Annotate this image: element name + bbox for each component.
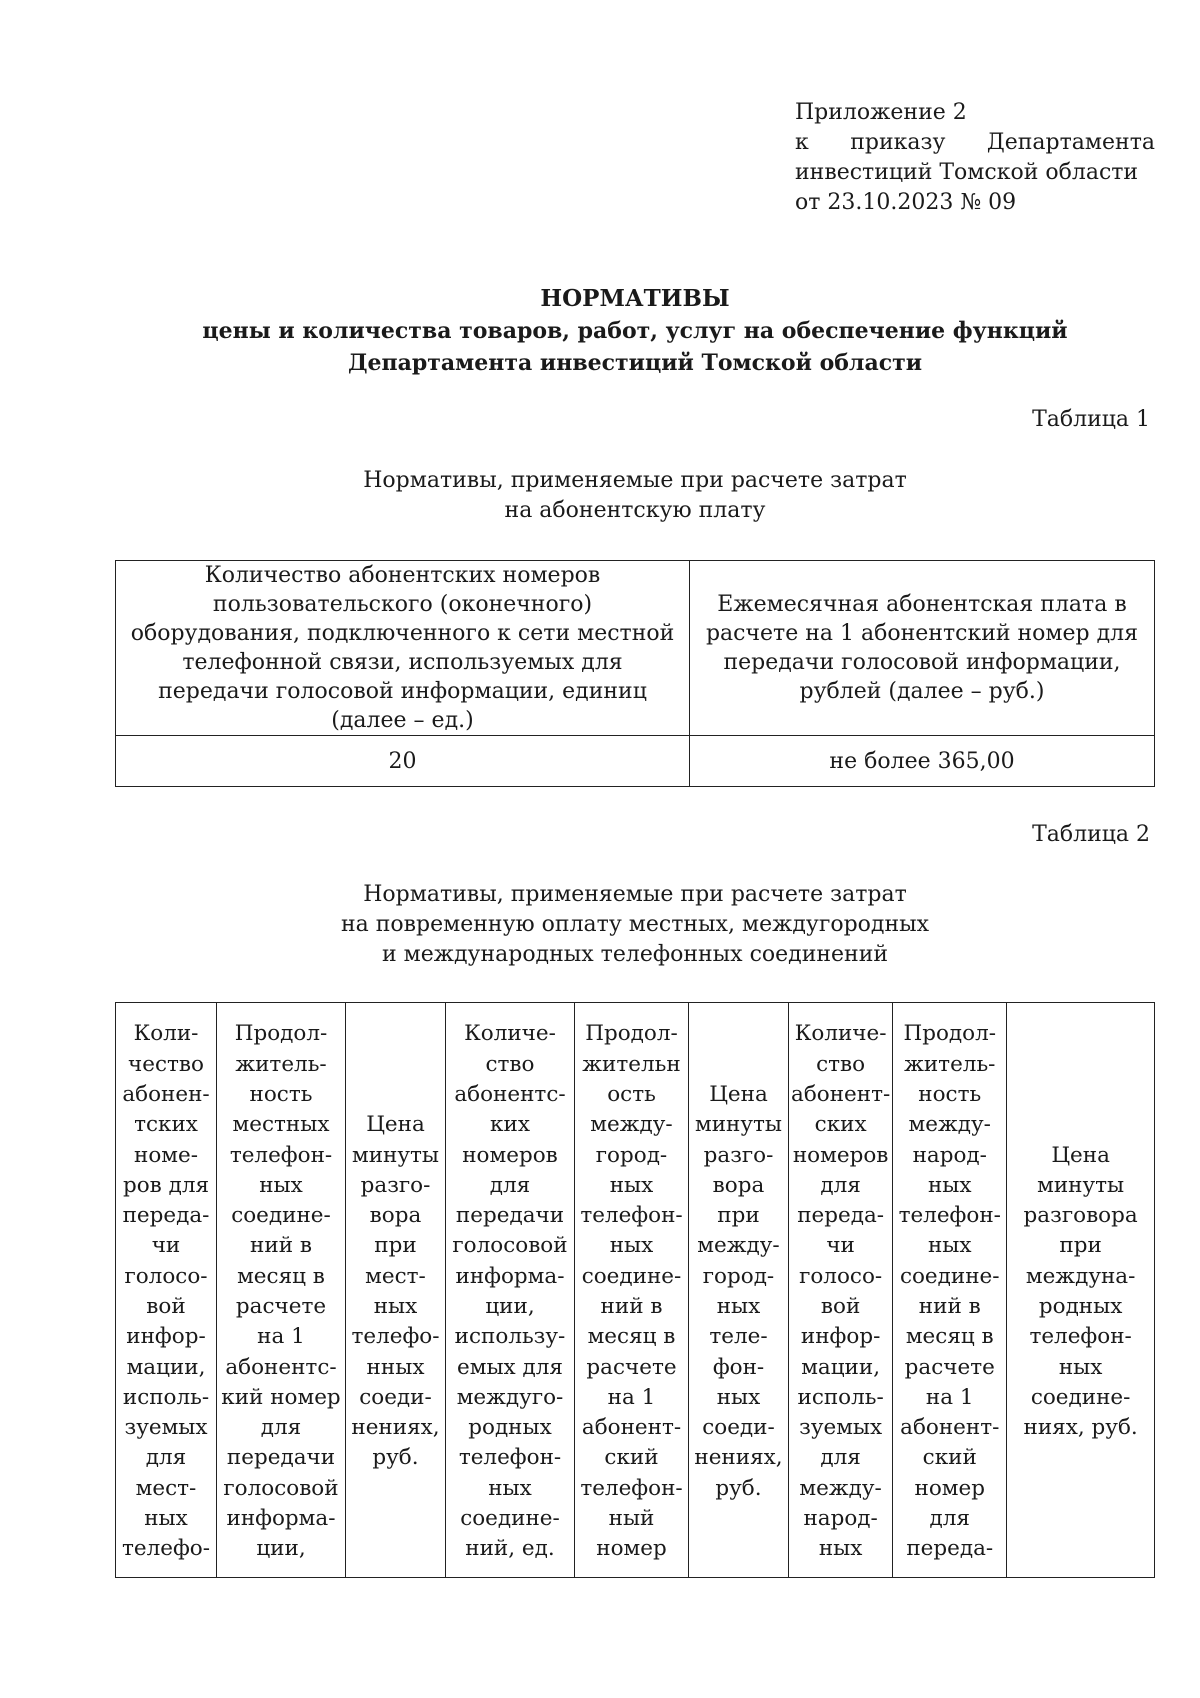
table2-header-line: Продол-: [234, 1021, 328, 1047]
table2-header-line: ции,: [256, 1536, 306, 1562]
table2-header-line: при: [717, 1203, 760, 1229]
table2-header-line: информа-: [226, 1506, 336, 1532]
table2-header-line: тских: [134, 1112, 198, 1138]
title-subheading-2: Департамента инвестиций Томской области: [347, 350, 923, 376]
table2-caption-line2: на повременную оплату местных, междугородных: [340, 912, 930, 937]
table2-header-line: расчете: [235, 1294, 327, 1319]
table2-header-line: для: [145, 1445, 187, 1471]
table2-header-line: ных: [716, 1294, 761, 1319]
table2-header-line: голосо-: [124, 1263, 208, 1289]
table2-header-cell: [116, 1003, 217, 1578]
table2-header-line: номеров: [462, 1142, 558, 1168]
table2-header-line: ний в: [600, 1294, 663, 1319]
table2-header-line: кий номер: [221, 1384, 341, 1410]
table2-header-line: разго-: [360, 1172, 431, 1198]
table2-header-line: телефо-: [351, 1324, 440, 1350]
table2-header-line: абонент-: [581, 1415, 682, 1441]
table2-header-line: ство: [816, 1051, 866, 1077]
table2-header-line: ных: [609, 1233, 654, 1259]
table2-header-line: руб.: [715, 1475, 762, 1501]
document-title: [0, 283, 1200, 379]
table2-header-line: Количе-: [464, 1021, 556, 1047]
table2-header-line: минуты: [694, 1112, 783, 1138]
table2-header-line: исполь-: [797, 1384, 884, 1410]
table2-header-line: ство: [485, 1051, 535, 1077]
table2: [115, 1002, 1155, 1578]
table2-header-line: ных: [818, 1536, 863, 1562]
table1-value-cell: не более 365,00: [690, 736, 1155, 787]
table2-header-line: мест-: [135, 1475, 197, 1501]
table2-header-line: на 1: [607, 1384, 656, 1410]
table2-header-line: вора: [712, 1172, 765, 1198]
appendix-header: [795, 98, 1155, 218]
table2-header-line: телефо-: [121, 1536, 211, 1562]
table2-header-line: народ-: [803, 1506, 878, 1532]
table2-header-line: ний в: [250, 1233, 312, 1259]
table2-header-line: абонент-: [900, 1415, 1000, 1441]
table2-header-line: для: [929, 1506, 970, 1532]
table2-header-line: ность: [249, 1081, 313, 1107]
table2-header-line: ость: [607, 1081, 656, 1107]
table1-header-row: [116, 561, 1155, 736]
table2-header-line: соеди-: [702, 1415, 775, 1441]
table1-header-cell: Ежемесячная абонентская плата в расчете на 1 абонентский номер для передачи голосовой информации, рублей (далее – руб.): [690, 561, 1155, 736]
table2-header-line: ский: [604, 1445, 659, 1471]
table2-caption-line3: и международных телефонных соединений: [381, 942, 889, 967]
table2-header-line: чество: [128, 1051, 204, 1077]
table2-header-line: емых для: [457, 1354, 563, 1380]
appendix-order-ref: к приказу Департамента: [795, 130, 1155, 155]
table2-header-line: исполь-: [122, 1384, 210, 1410]
table2-header-line: ний, ед.: [465, 1536, 555, 1562]
table2-header-line: между-: [799, 1475, 882, 1501]
table2-header-line: ных: [373, 1294, 418, 1319]
table2-header-line: переда-: [906, 1536, 994, 1562]
table2-header-line: зуемых: [799, 1415, 883, 1441]
table2-caption: [0, 880, 1200, 970]
appendix-date: от 23.10.2023 № 09: [795, 190, 1017, 215]
table2-header-line: город-: [595, 1142, 668, 1168]
table2-header-line: для: [820, 1172, 861, 1198]
table2-header-line: мест-: [365, 1263, 426, 1289]
table2-header-line: ции,: [485, 1294, 535, 1319]
table2-header-line: местных: [232, 1112, 330, 1138]
table2-header-line: для: [820, 1445, 861, 1471]
table2-header-cell: [689, 1003, 789, 1578]
table2-header-line: между-: [697, 1233, 780, 1259]
table2-header-line: соедине-: [1030, 1384, 1131, 1410]
appendix-number: Приложение 2: [795, 100, 967, 125]
table2-header-cell: [346, 1003, 446, 1578]
table2-header-line: ных: [716, 1384, 761, 1410]
table2-header-line: номер: [596, 1536, 667, 1562]
table2-header-line: ров для: [122, 1172, 210, 1198]
table2-header-line: вора: [369, 1203, 422, 1229]
table2-header-line: ских: [814, 1112, 867, 1138]
table2-header-line: абонен-: [122, 1081, 210, 1107]
table2-header-line: ний в: [918, 1294, 981, 1319]
table2-header-line: номер: [914, 1475, 985, 1501]
table2-header-line: нениях,: [694, 1445, 783, 1471]
table2-header-line: соедине-: [460, 1506, 560, 1532]
table2-header-line: Цена: [366, 1112, 425, 1138]
table2-header-line: житель-: [904, 1051, 996, 1077]
table2-header-line: Продол-: [903, 1021, 997, 1047]
table2-header-line: абонентс-: [225, 1354, 337, 1380]
table1-caption-line2: на абонентскую плату: [504, 498, 766, 523]
table2-header-line: междуна-: [1025, 1263, 1136, 1289]
table2-header-line: чи: [151, 1233, 181, 1259]
table2-label: Таблица 2: [1032, 822, 1150, 847]
table2-header-line: месяц в: [587, 1324, 676, 1350]
table2-header-line: ных: [927, 1233, 972, 1259]
table2-header-line: номе-: [134, 1142, 198, 1168]
table2-header-cell: [893, 1003, 1007, 1578]
table2-header-line: вой: [146, 1294, 186, 1319]
table2-header-line: ных: [488, 1475, 532, 1501]
table2-header-line: информа-: [455, 1263, 565, 1289]
table2-header-line: разговора: [1023, 1203, 1138, 1229]
table2-header-line: чи: [826, 1233, 855, 1259]
table2-header-cell: [575, 1003, 689, 1578]
table2-header-line: народ-: [912, 1142, 987, 1168]
table2-header-line: телефон-: [458, 1445, 562, 1471]
table2-header-cell: [789, 1003, 893, 1578]
table2-header-line: житель-: [235, 1051, 327, 1077]
table2-header-line: передачи: [226, 1445, 336, 1471]
table2-header-line: при: [374, 1233, 417, 1259]
table2-header-line: телефон-: [580, 1475, 683, 1501]
table2-header-line: на 1: [925, 1384, 974, 1410]
table2-header-cell: [1007, 1003, 1155, 1578]
table2-header-line: голосовой: [223, 1475, 339, 1501]
table2-header-line: ких: [490, 1112, 530, 1138]
table1-value-cell: 20: [116, 736, 690, 787]
table2-header-line: расчете: [904, 1354, 995, 1380]
table2-header-line: ных: [259, 1172, 303, 1198]
table2-header-line: руб.: [372, 1445, 419, 1471]
table2-header-line: на 1: [257, 1324, 305, 1350]
table2-header-line: между-: [590, 1112, 673, 1138]
table2-header-line: минуты: [351, 1142, 440, 1168]
table2-header-line: инфор-: [126, 1324, 206, 1350]
table2-header-line: город-: [702, 1263, 775, 1289]
table1-caption: [0, 466, 1200, 526]
table2-header-line: передачи: [455, 1203, 565, 1229]
table2-header-line: соеди-: [359, 1384, 432, 1410]
table2-header-line: Коли-: [133, 1021, 199, 1047]
table2-header-line: ных: [144, 1506, 188, 1532]
table2-header-line: при: [1059, 1233, 1102, 1259]
table2-header-line: соедине-: [581, 1263, 682, 1289]
table2-header-line: вой: [820, 1294, 861, 1319]
table1: [115, 560, 1155, 787]
table2-header-line: Цена: [1051, 1142, 1110, 1168]
table2-header-row: [116, 1003, 1155, 1578]
table2-header-line: ных: [1058, 1354, 1103, 1380]
table2-header-line: теле-: [709, 1324, 768, 1350]
table2-header-line: телефон-: [229, 1142, 333, 1168]
table2-header-line: инфор-: [800, 1324, 881, 1350]
table2-header-line: абонент-: [791, 1081, 891, 1107]
table1-label: Таблица 1: [1032, 407, 1150, 432]
table1-value-row: [116, 736, 1155, 787]
table2-header-line: соедине-: [231, 1203, 331, 1229]
table2-header-line: жительн: [582, 1051, 681, 1077]
table2-header-line: переда-: [797, 1203, 885, 1229]
appendix-department: инвестиций Томской области: [795, 160, 1139, 185]
table2-header-line: Количе-: [794, 1021, 887, 1047]
table2-header-line: для: [260, 1415, 302, 1441]
table2-header-line: мации,: [126, 1354, 206, 1380]
table2-header-line: междуго-: [456, 1384, 564, 1410]
table2-header-line: соедине-: [899, 1263, 1000, 1289]
table2-header-line: ных: [609, 1172, 654, 1198]
table2-header-line: месяц в: [905, 1324, 994, 1350]
table2-header-line: голосовой: [452, 1233, 568, 1259]
table2-header-line: месяц в: [237, 1263, 325, 1289]
table2-header-line: ный: [608, 1506, 655, 1532]
table2-header-line: родных: [468, 1415, 552, 1441]
table2-caption-line1: Нормативы, применяемые при расчете затрат: [363, 882, 907, 907]
table2-header-line: абонентс-: [454, 1081, 566, 1107]
table2-header-line: между-: [908, 1112, 991, 1138]
table2-header-line: использу-: [454, 1324, 566, 1350]
table2-header-cell: [217, 1003, 346, 1578]
table2-header-line: расчете: [586, 1354, 677, 1380]
table2-header-line: телефон-: [580, 1203, 683, 1229]
table1-caption-line1: Нормативы, применяемые при расчете затрат: [363, 468, 907, 493]
title-heading: НОРМАТИВЫ: [540, 285, 730, 312]
table2-header-line: зуемых: [124, 1415, 208, 1441]
table2-header-line: ский: [922, 1445, 977, 1471]
table2-header-line: номеров: [792, 1142, 889, 1168]
table2-header-line: телефон-: [898, 1203, 1001, 1229]
table2-header-cell: [446, 1003, 575, 1578]
table2-header-line: разго-: [703, 1142, 774, 1168]
table2-header-line: нных: [366, 1354, 425, 1380]
table2-header-line: фон-: [712, 1354, 765, 1380]
table2-header-line: ниях, руб.: [1023, 1415, 1138, 1441]
table2-header-line: мации,: [801, 1354, 881, 1380]
table1-header-cell: Количество абонентских номеров пользовательского (оконечного) оборудования, подключенного к сети местной телефонной связи, используемых для передачи голосовой информации, единиц (далее – ед.): [116, 561, 690, 736]
table2-header-line: ность: [918, 1081, 982, 1107]
table2-header-line: нениях,: [351, 1415, 440, 1441]
table2-header-line: голосо-: [799, 1263, 883, 1289]
table2-header-line: переда-: [122, 1203, 210, 1229]
table2-header-line: минуты: [1037, 1172, 1125, 1198]
title-subheading-1: цены и количества товаров, работ, услуг на обеспечение функций: [202, 318, 1068, 344]
table2-header-line: Цена: [709, 1081, 768, 1107]
table2-header-line: ных: [927, 1172, 972, 1198]
table2-header-line: Продол-: [585, 1021, 678, 1047]
table2-header-line: для: [489, 1172, 531, 1198]
table2-header-line: телефон-: [1029, 1324, 1132, 1350]
table2-header-line: родных: [1038, 1294, 1123, 1319]
